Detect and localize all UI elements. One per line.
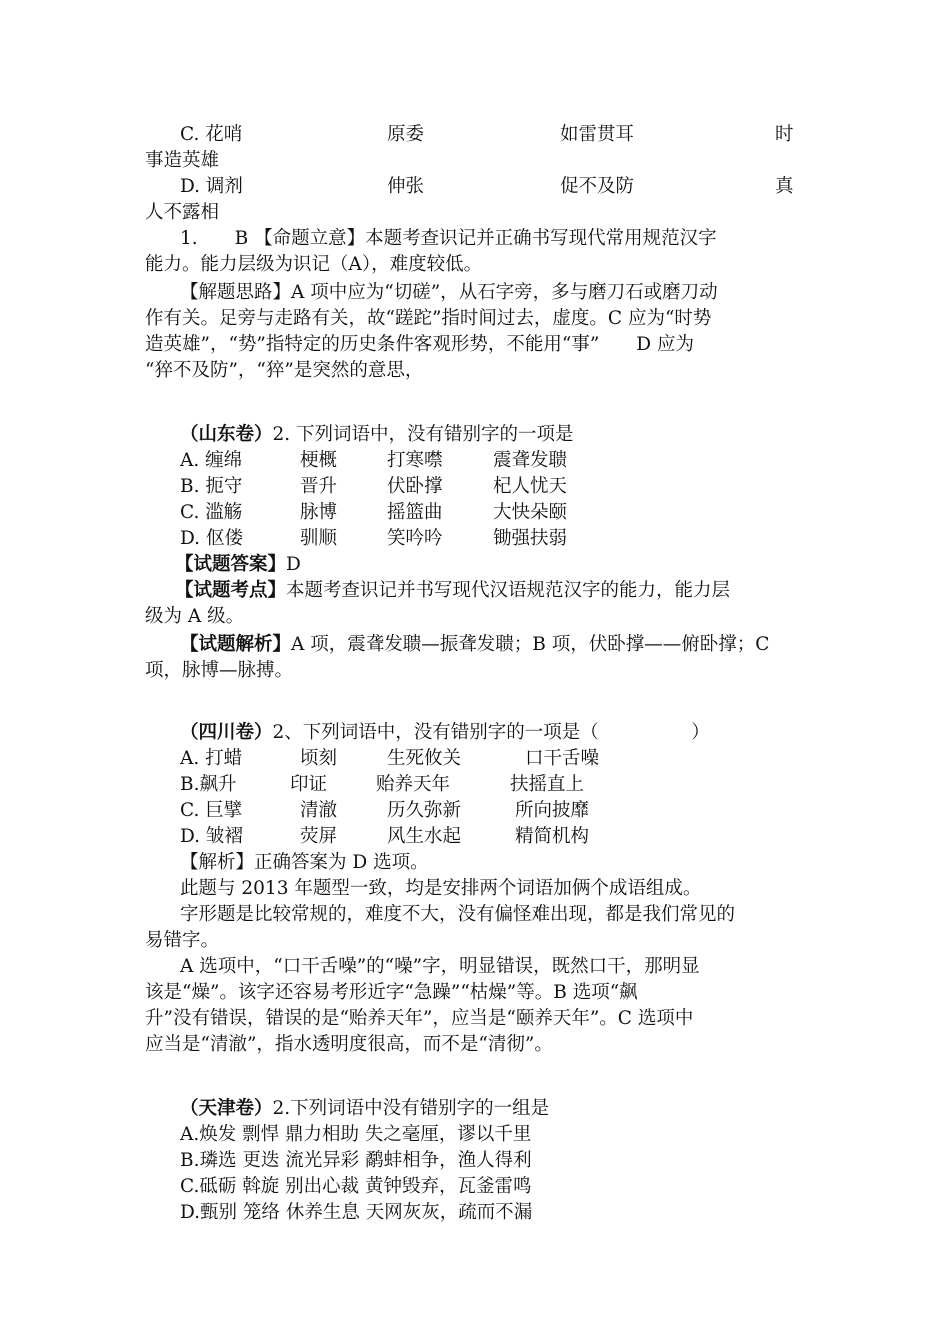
sc-a-2: 顷刻 — [300, 748, 338, 769]
sichuan-option-c — [180, 798, 660, 824]
sd-c-2: 脉博 — [300, 502, 338, 523]
sichuan-analysis-p1: 【解析】正确答案为 D 选项。 — [180, 852, 429, 873]
answer-label: 【试题答案】 — [175, 554, 287, 575]
sichuan-question-text: 2、下列词语中，没有错别字的一项是（ ） — [272, 722, 710, 743]
sc-c-2: 清澈 — [300, 800, 338, 821]
sd-c-3: 摇篮曲 — [387, 502, 443, 523]
option-d-wrap: 人不露相 — [145, 202, 220, 223]
sichuan-analysis-p4c: 升”没有错误，错误的是“贻养天年”，应当是“颐养天年”。C 选项中 — [145, 1008, 694, 1029]
sichuan-source: （四川卷） — [180, 722, 273, 743]
sd-d-3: 笑吟吟 — [387, 528, 443, 549]
sichuan-option-a — [180, 746, 660, 772]
thinking-line-3: 造英雄”，“势”指特定的历史条件客观形势，不能用“事” D 应为 — [145, 334, 695, 355]
sc-d-1: D. 皱褶 — [180, 826, 243, 847]
option-d-word-4: 真 — [775, 176, 794, 197]
answer-value: D — [286, 554, 301, 575]
thinking-line-1: 【解题思路】A 项中应为“切磋”，从石字旁，多与磨刀石或磨刀动 — [180, 282, 718, 303]
sd-a-1: A. 缠绵 — [180, 450, 243, 471]
option-c-word-3: 如雷贯耳 — [560, 124, 635, 145]
sc-b-3: 贻养天年 — [376, 774, 451, 795]
shandong-keypoint — [175, 578, 730, 604]
sd-a-3: 打寒噤 — [387, 450, 443, 471]
sd-a-4: 震聋发聩 — [493, 450, 568, 471]
shandong-option-b — [180, 474, 620, 500]
sc-c-4: 所向披靡 — [515, 800, 590, 821]
shandong-question-text: 2. 下列词语中，没有错别字的一项是 — [272, 424, 574, 445]
option-c-word-2: 原委 — [387, 124, 425, 145]
tianjin-option-b: B.璘选 更迭 流光异彩 鹬蚌相争，渔人得利 — [180, 1150, 532, 1171]
shandong-question — [180, 422, 574, 448]
sichuan-analysis-p3a: 字形题是比较常规的，难度不大，没有偏怪难出现，都是我们常见的 — [180, 904, 736, 925]
shandong-analysis — [180, 632, 769, 658]
sd-c-4: 大快朵颐 — [493, 502, 568, 523]
analysis-text: A 项，震聋发聩—振聋发聩；B 项，伏卧撑——俯卧撑；C — [291, 634, 770, 655]
option-d-word-2: 伸张 — [387, 176, 425, 197]
sichuan-option-d — [180, 824, 660, 850]
tianjin-option-c: C.砥砺 斡旋 别出心裁 黄钟毁弃，瓦釜雷鸣 — [180, 1176, 532, 1197]
analysis-label: 【试题解析】 — [180, 634, 292, 655]
option-c-wrap: 事造英雄 — [145, 150, 220, 171]
shandong-keypoint-wrap: 级为 A 级。 — [145, 606, 245, 627]
sd-b-2: 晋升 — [300, 476, 338, 497]
sd-b-3: 伏卧撑 — [387, 476, 443, 497]
sichuan-analysis-p3b: 易错字。 — [145, 930, 220, 951]
shandong-source: （山东卷） — [180, 424, 273, 445]
answer-line-1: 1. B 【命题立意】本题考查识记并正确书写现代常用规范汉字 — [180, 228, 717, 249]
sichuan-option-b — [180, 772, 660, 798]
sichuan-analysis-p4a: A 选项中，“口干舌噪”的“噪”字，明显错误，既然口干，那明显 — [180, 956, 700, 977]
option-c-word-4: 时 — [775, 124, 794, 145]
sd-d-1: D. 伛偻 — [180, 528, 243, 549]
sichuan-analysis-p2: 此题与 2013 年题型一致，均是安排两个词语加俩个成语组成。 — [180, 878, 702, 899]
shandong-option-d — [180, 526, 620, 552]
thinking-line-4: “猝不及防”，“猝”是突然的意思， — [145, 360, 424, 381]
sc-a-1: A. 打蜡 — [180, 748, 243, 769]
tianjin-question-text: 2.下列词语中没有错别字的一组是 — [272, 1098, 550, 1119]
sd-a-2: 梗概 — [300, 450, 338, 471]
option-d-word-3: 促不及防 — [560, 176, 635, 197]
sc-b-1: B.飙升 — [180, 774, 237, 795]
sc-c-1: C. 巨擘 — [180, 800, 243, 821]
option-c-row — [180, 122, 810, 148]
sc-b-4: 扶摇直上 — [510, 774, 585, 795]
sc-d-2: 荧屏 — [300, 826, 338, 847]
sc-a-3: 生死攸关 — [387, 748, 462, 769]
tianjin-source: （天津卷） — [180, 1098, 273, 1119]
keypoint-label: 【试题考点】 — [175, 580, 287, 601]
tianjin-question — [180, 1096, 549, 1122]
sc-a-4: 口干舌噪 — [525, 748, 600, 769]
answer-line-2: 能力。能力层级为识记（A），难度较低。 — [145, 254, 483, 275]
shandong-option-a — [180, 448, 620, 474]
sichuan-question — [180, 720, 710, 746]
shandong-option-c — [180, 500, 620, 526]
sd-d-4: 锄强扶弱 — [493, 528, 568, 549]
shandong-answer — [175, 552, 301, 578]
sc-b-2: 印证 — [290, 774, 328, 795]
shandong-analysis-wrap: 项，脉博—脉搏。 — [145, 660, 294, 681]
sd-b-4: 杞人忧天 — [493, 476, 568, 497]
thinking-line-2: 作有关。足旁与走路有关，故“蹉跎”指时间过去，虚度。C 应为“时势 — [145, 308, 712, 329]
tianjin-option-d: D.甄别 笼络 休养生息 天网灰灰，疏而不漏 — [180, 1202, 533, 1223]
sd-b-1: B. 扼守 — [180, 476, 243, 497]
sichuan-analysis-p4d: 应当是“清澈”，指水透明度很高，而不是“清彻”。 — [145, 1034, 553, 1055]
sichuan-analysis-p4b: 该是“燥”。该字还容易考形近字“急躁”“枯燥”等。B 选项“飙 — [145, 982, 638, 1003]
sd-d-2: 驯顺 — [300, 528, 338, 549]
sd-c-1: C. 滥觞 — [180, 502, 243, 523]
sc-c-3: 历久弥新 — [387, 800, 462, 821]
sc-d-3: 风生水起 — [387, 826, 462, 847]
tianjin-option-a: A.焕发 剽悍 鼎力相助 失之毫厘，谬以千里 — [180, 1124, 532, 1145]
sc-d-4: 精简机构 — [515, 826, 590, 847]
option-d-word-1: D. 调剂 — [180, 176, 243, 197]
option-d-row — [180, 174, 810, 200]
option-c-word-1: C. 花哨 — [180, 124, 243, 145]
keypoint-text: 本题考查识记并书写现代汉语规范汉字的能力，能力层 — [286, 580, 731, 601]
